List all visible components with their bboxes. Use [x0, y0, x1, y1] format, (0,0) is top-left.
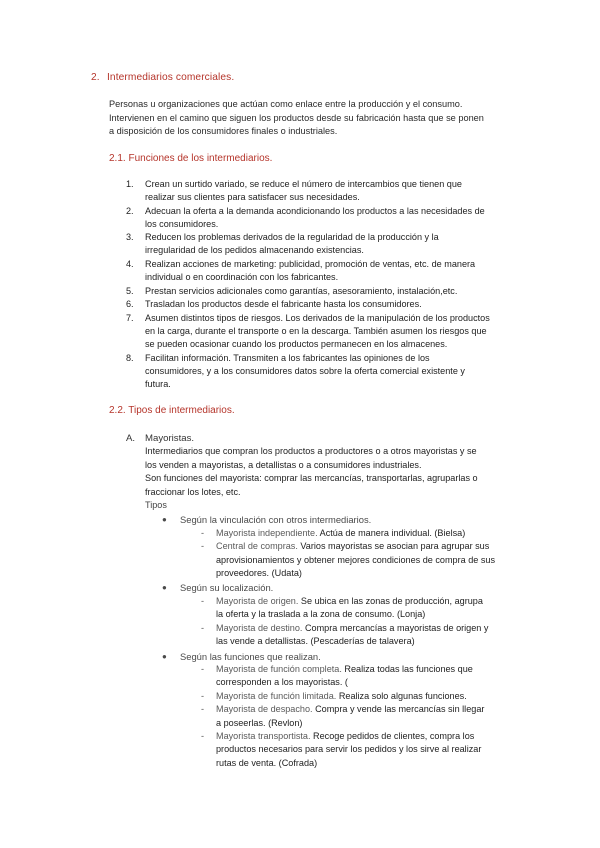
type-name: Mayorista de despacho. [216, 704, 313, 715]
type-name: Mayorista de función completa. [216, 663, 342, 674]
item-line: Realizan acciones de marketing: publicidad, promoción de ventas, etc. de manera [145, 259, 476, 270]
type-name: Mayorista transportista. [216, 730, 311, 741]
tipos-label: Tipos [145, 500, 167, 511]
item-line: consumidores, y a los consumidores datos sobre la oferta comercial existente y [145, 365, 465, 376]
functions-list [126, 178, 536, 392]
mayoristas-definition [126, 445, 546, 499]
list-item [126, 298, 536, 311]
type-desc: Varios mayoristas se asocian para agrupar sus [297, 541, 490, 552]
item-number: 6. [126, 299, 134, 310]
bullet-item [126, 581, 546, 594]
item-line: Asumen distintos tipos de riesgos. Los derivados de la manipulación de los productos [145, 312, 490, 323]
type-desc: Realiza todas las funciones que [341, 663, 473, 674]
item-line: se pueden ocasionar cuando los productos permanecen en los almacenes. [145, 339, 448, 350]
type-desc: rutas de venta. (Cofrada) [216, 757, 318, 768]
type-desc: Compra y vende las mercancías sin llegar [312, 704, 485, 715]
body-line: Intermediarios que compran los productos a productores o a otros mayoristas y se [145, 446, 477, 457]
item-line: Facilitan información. Transmiten a los fabricantes las opiniones de los [145, 352, 430, 363]
dash-icon: - [201, 527, 205, 538]
item-line: en la carga, durante el transporte o en la descarga. También asumen los riesgos que [145, 326, 487, 337]
type-desc: la oferta y la traslada a la zona de consumo. (Lonja) [216, 609, 426, 620]
dash-icon: - [201, 690, 205, 701]
type-desc: proveedores. (Udata) [216, 568, 302, 579]
bullet-item [126, 650, 546, 663]
list-item [126, 205, 536, 231]
dash-item [126, 595, 546, 622]
dash-item [126, 663, 546, 690]
dash-item [126, 540, 546, 580]
subsection-heading-tipos: 2.2. Tipos de intermediarios. [109, 405, 235, 416]
dash-icon: - [201, 663, 205, 674]
type-desc: productos necesarios para servir los pedidos y los sirve al realizar [216, 744, 482, 755]
item-number: 5. [126, 285, 134, 296]
dash-item [126, 703, 546, 730]
list-item [126, 312, 536, 351]
item-number: 1. [126, 179, 134, 189]
item-letter: A. [126, 433, 136, 444]
type-name: Mayorista independiente. [216, 527, 318, 538]
subsection-heading-funciones: 2.1. Funciones de los intermediarios. [109, 153, 273, 164]
type-desc: a poseerlas. (Revlon) [216, 717, 303, 728]
dash-item [126, 622, 546, 649]
item-line: individual o en coordinación con los fabricantes. [145, 272, 339, 283]
item-number: 3. [126, 232, 134, 243]
type-name: Mayorista de origen. [216, 595, 299, 606]
item-line: Reducen los problemas derivados de la regularidad de la producción y la [145, 232, 439, 243]
intro-line: Intervienen en el camino que siguen los productos desde su fabricación hasta que se ponen [109, 112, 484, 123]
item-number: 8. [126, 352, 134, 363]
dash-icon: - [201, 541, 205, 552]
dash-icon: - [201, 595, 205, 606]
body-line: los venden a mayoristas, a detallistas o a consumidores industriales. [145, 459, 422, 470]
dash-icon: - [201, 730, 205, 741]
intro-line: Personas u organizaciones que actúan como enlace entre la producción y el consumo. [109, 99, 463, 109]
mayoristas-heading [126, 432, 546, 445]
type-desc: Realiza solo algunas funciones. [336, 690, 467, 701]
type-desc: Se ubica en las zonas de producción, agrupa [298, 595, 483, 606]
item-line: Prestan servicios adicionales como garantías, asesoramiento, instalación,etc. [145, 285, 458, 296]
item-number: 4. [126, 259, 134, 270]
type-desc: corresponden a los mayoristas. ( [216, 677, 348, 688]
item-line: Trasladan los productos desde el fabricante hasta los consumidores. [145, 299, 422, 310]
dash-icon: - [201, 622, 205, 633]
body-line: fraccionar los lotes, etc. [145, 486, 241, 497]
mayoristas-section [126, 432, 546, 770]
dash-icon: - [201, 704, 205, 715]
type-name: Central de compras. [216, 541, 298, 552]
bullet-icon: ● [162, 515, 167, 525]
section-title: Intermediarios comerciales. [107, 72, 235, 83]
type-desc: Actúa de manera individual. (Bielsa) [317, 527, 466, 538]
item-line: realizar sus clientes para satisfacer sus necesidades. [145, 192, 360, 203]
type-desc: aprovisionamientos y obtener mejores condiciones de compra de sus [216, 554, 496, 565]
item-line: irregularidad de los pedidos almacenando existencias. [145, 245, 364, 256]
list-item [126, 258, 536, 284]
list-item [126, 178, 536, 204]
type-name: Mayorista de función limitada. [216, 690, 337, 701]
list-item [126, 231, 536, 257]
type-desc: las vende a detallistas. (Pescaderías de talavera) [216, 636, 415, 647]
list-item [126, 285, 536, 298]
type-desc: Compra mercancías a mayoristas de origen y [302, 622, 489, 633]
bullet-title: Según la vinculación con otros intermediarios. [180, 514, 372, 526]
intro-paragraph [109, 98, 529, 139]
bullet-title: Según las funciones que realizan. [180, 650, 321, 662]
item-number: 2. [126, 205, 134, 216]
bullet-title: Según su localización. [180, 582, 274, 594]
item-line: Adecuan la oferta a la demanda acondicionando los productos a las necesidades de [145, 205, 485, 216]
section-number: 2. [91, 72, 100, 83]
type-desc: Recoge pedidos de clientes, compra los [310, 730, 475, 741]
body-line: Son funciones del mayorista: comprar las mercancías, transportarlas, agruparlas o [145, 473, 478, 484]
bullet-item [126, 513, 546, 526]
type-name: Mayorista de destino. [216, 622, 303, 633]
mayoristas-title: Mayoristas. [145, 433, 195, 444]
item-line: futura. [145, 378, 171, 389]
dash-item [126, 527, 546, 540]
intro-line: a disposición de los consumidores finales o industriales. [109, 126, 338, 137]
dash-item [126, 690, 546, 703]
item-line: Crean un surtido variado, se reduce el número de intercambios que tienen que [145, 179, 462, 189]
item-line: los consumidores. [145, 218, 219, 229]
item-number: 7. [126, 312, 134, 323]
section-heading [91, 72, 234, 83]
bullet-icon: ● [162, 651, 167, 661]
bullet-icon: ● [162, 583, 167, 593]
list-item [126, 352, 536, 391]
dash-item [126, 730, 546, 770]
